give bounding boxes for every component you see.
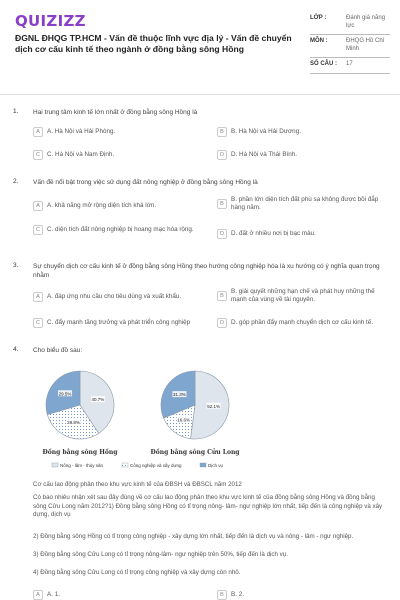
option-b[interactable] bbox=[217, 196, 387, 212]
meta-key: LỚP : bbox=[310, 15, 327, 21]
option-letter-box: B bbox=[217, 291, 227, 301]
option-letter-box: A bbox=[33, 590, 43, 600]
meta-key: SỐ CÂU : bbox=[310, 61, 337, 67]
option-letter-box: D bbox=[217, 229, 227, 239]
question-number: 3. bbox=[13, 262, 19, 269]
statement-intro: Có bao nhiêu nhận xét sau đây đúng về cơ cấu lao động phân theo khu vực kinh tế của đồng bằng sông Hồng và đồng bằng sông Cửu Long năm 2012?1) Đồng bằng sông Hồng có tỉ trọng nông- lâm- ngư nghiệp lớn nhất, tiếp đến là công nghiệp và xây dựng, dịch vụ bbox=[33, 494, 383, 518]
option-a[interactable] bbox=[33, 292, 213, 302]
meta-value: Đánh giá năng lực bbox=[346, 15, 386, 29]
meta-row-count bbox=[310, 58, 390, 74]
option-d[interactable] bbox=[217, 150, 387, 160]
question-text: Vấn đề nổi bật trong việc sử dụng đất nông nghiệp ở đồng bằng sông Hồng là bbox=[33, 179, 258, 186]
pie-chart-figure bbox=[40, 365, 250, 475]
document-header bbox=[0, 0, 400, 92]
meta-row-class bbox=[310, 12, 390, 35]
option-letter-box: C bbox=[33, 318, 43, 328]
pie-value-label: 29.5% bbox=[58, 391, 72, 397]
option-d[interactable] bbox=[217, 318, 392, 328]
option-b[interactable] bbox=[217, 288, 387, 304]
meta-value: 17 bbox=[346, 61, 353, 67]
option-letter-box: A bbox=[33, 201, 43, 211]
option-text: B. 2. bbox=[231, 591, 244, 598]
legend-label: Công nghiệp và xây dựng bbox=[130, 462, 182, 468]
option-text: A. 1. bbox=[47, 591, 60, 598]
meta-row-subject bbox=[310, 35, 390, 58]
option-letter-box: D bbox=[217, 318, 227, 328]
legend-label: Dịch vụ bbox=[208, 462, 224, 468]
pie-value-label: 40.7% bbox=[91, 397, 105, 403]
meta-panel bbox=[310, 12, 390, 74]
pie-value-label: 29.8% bbox=[67, 420, 80, 426]
pie-value-label: 16.6% bbox=[177, 417, 191, 423]
question-text: Cho biểu đồ sau: bbox=[33, 347, 83, 354]
option-letter-box: C bbox=[33, 150, 43, 160]
quizizz-logo: QUIZIZZ bbox=[15, 12, 86, 30]
option-letter-box: B bbox=[217, 127, 227, 137]
meta-value: ĐHQG Hồ Chí Minh bbox=[346, 38, 385, 52]
option-text: A. Hà Nội và Hải Phòng. bbox=[47, 128, 116, 135]
option-text: D. đất ở nhiều nơi bị bạc màu. bbox=[231, 230, 316, 237]
option-text: A. đáp ứng nhu cầu cho tiêu dùng và xuất khẩu. bbox=[47, 293, 182, 300]
option-b[interactable] bbox=[217, 590, 387, 600]
chart-label-dbscl: Đồng bằng sông Cửu Long bbox=[150, 449, 240, 456]
legend-swatch bbox=[200, 463, 206, 467]
option-letter-box: B bbox=[217, 590, 227, 600]
option-a[interactable] bbox=[33, 201, 208, 211]
option-b[interactable] bbox=[217, 127, 387, 137]
option-c[interactable] bbox=[33, 150, 208, 160]
option-text: C. đẩy mạnh tăng trưởng và phát triển công nghiệp bbox=[47, 319, 191, 326]
option-d[interactable] bbox=[217, 229, 387, 239]
option-text: B. giải quyết những hạn chế và phát huy những thế mạnh của vùng về tài nguyên. bbox=[231, 288, 375, 303]
option-letter-box: C bbox=[33, 225, 43, 235]
chart-label-dbsh: Đồng bằng sông Hồng bbox=[42, 449, 118, 456]
option-c[interactable] bbox=[33, 318, 213, 328]
statement-2: 2) Đồng bằng sông Hồng có tỉ trọng công nghiệp - xây dựng lớn nhất, tiếp đến là dịch vụ và nông - lâm - ngư nghiệp. bbox=[33, 533, 354, 540]
pie-value-label: 52.1% bbox=[207, 403, 221, 409]
option-a[interactable] bbox=[33, 590, 208, 600]
option-a[interactable] bbox=[33, 127, 208, 137]
option-letter-box: A bbox=[33, 292, 43, 302]
option-letter-box: A bbox=[33, 127, 43, 137]
option-text: C. diện tích đất nông nghiệp bị hoang mạc hóa rộng. bbox=[47, 226, 194, 233]
legend-label: Nông - lâm - thủy sản bbox=[60, 462, 104, 468]
question-text: Sự chuyển dịch cơ cấu kinh tế ở đồng bằng sông Hồng theo hướng công nghiệp hóa là xu hướng có ý nghĩa quan trọng nhằm bbox=[33, 263, 380, 279]
option-text: B. phần lớn diện tích đất phù sa không được bồi đắp hàng năm. bbox=[231, 196, 379, 211]
option-letter-box: D bbox=[217, 150, 227, 160]
question-number: 2. bbox=[13, 178, 19, 185]
chart-caption: Cơ cấu lao động phân theo khu vực kinh tế của ĐBSH và ĐBSCL năm 2012 bbox=[33, 481, 242, 488]
statement-3: 3) Đồng bằng sông Cửu Long có tỉ trọng nông-lâm- ngư nghiệp trên 50%, tiếp đến là dịch vụ. bbox=[33, 551, 288, 558]
pie-value-label: 31.3% bbox=[173, 392, 186, 398]
meta-key: MÔN : bbox=[310, 38, 328, 44]
option-text: B. Hà Nội và Hải Dương. bbox=[231, 128, 301, 135]
question-number: 4. bbox=[13, 346, 19, 353]
option-text: D. góp phần đẩy mạnh chuyển dịch cơ cấu kinh tế. bbox=[231, 319, 374, 326]
legend-swatch bbox=[122, 463, 128, 467]
option-letter-box: B bbox=[217, 199, 227, 209]
pie-chart-svg bbox=[40, 365, 250, 475]
header-divider bbox=[0, 94, 400, 95]
legend-swatch bbox=[52, 463, 58, 467]
question-text: Hai trung tâm kinh tế lớn nhất ở đồng bằng sông Hồng là bbox=[33, 109, 198, 116]
statement-4: 4) Đồng bằng sông Cửu Long có tỉ trọng công nghiệp và xây dựng còn nhỏ. bbox=[33, 569, 241, 576]
option-text: C. Hà Nội và Nam Định. bbox=[47, 151, 115, 158]
option-text: A. khả năng mở rộng diện tích khá lớn. bbox=[47, 202, 157, 209]
option-text: D. Hà Nội và Thái Bình. bbox=[231, 151, 298, 158]
document-title: ĐGNL ĐHQG TP.HCM - Vấn đề thuộc lĩnh vực địa lý - Vấn đề chuyển dịch cơ cấu kinh tế theo ngành ở đồng bằng sông Hồng bbox=[15, 33, 292, 54]
option-c[interactable] bbox=[33, 225, 208, 235]
question-number: 1. bbox=[13, 108, 19, 115]
